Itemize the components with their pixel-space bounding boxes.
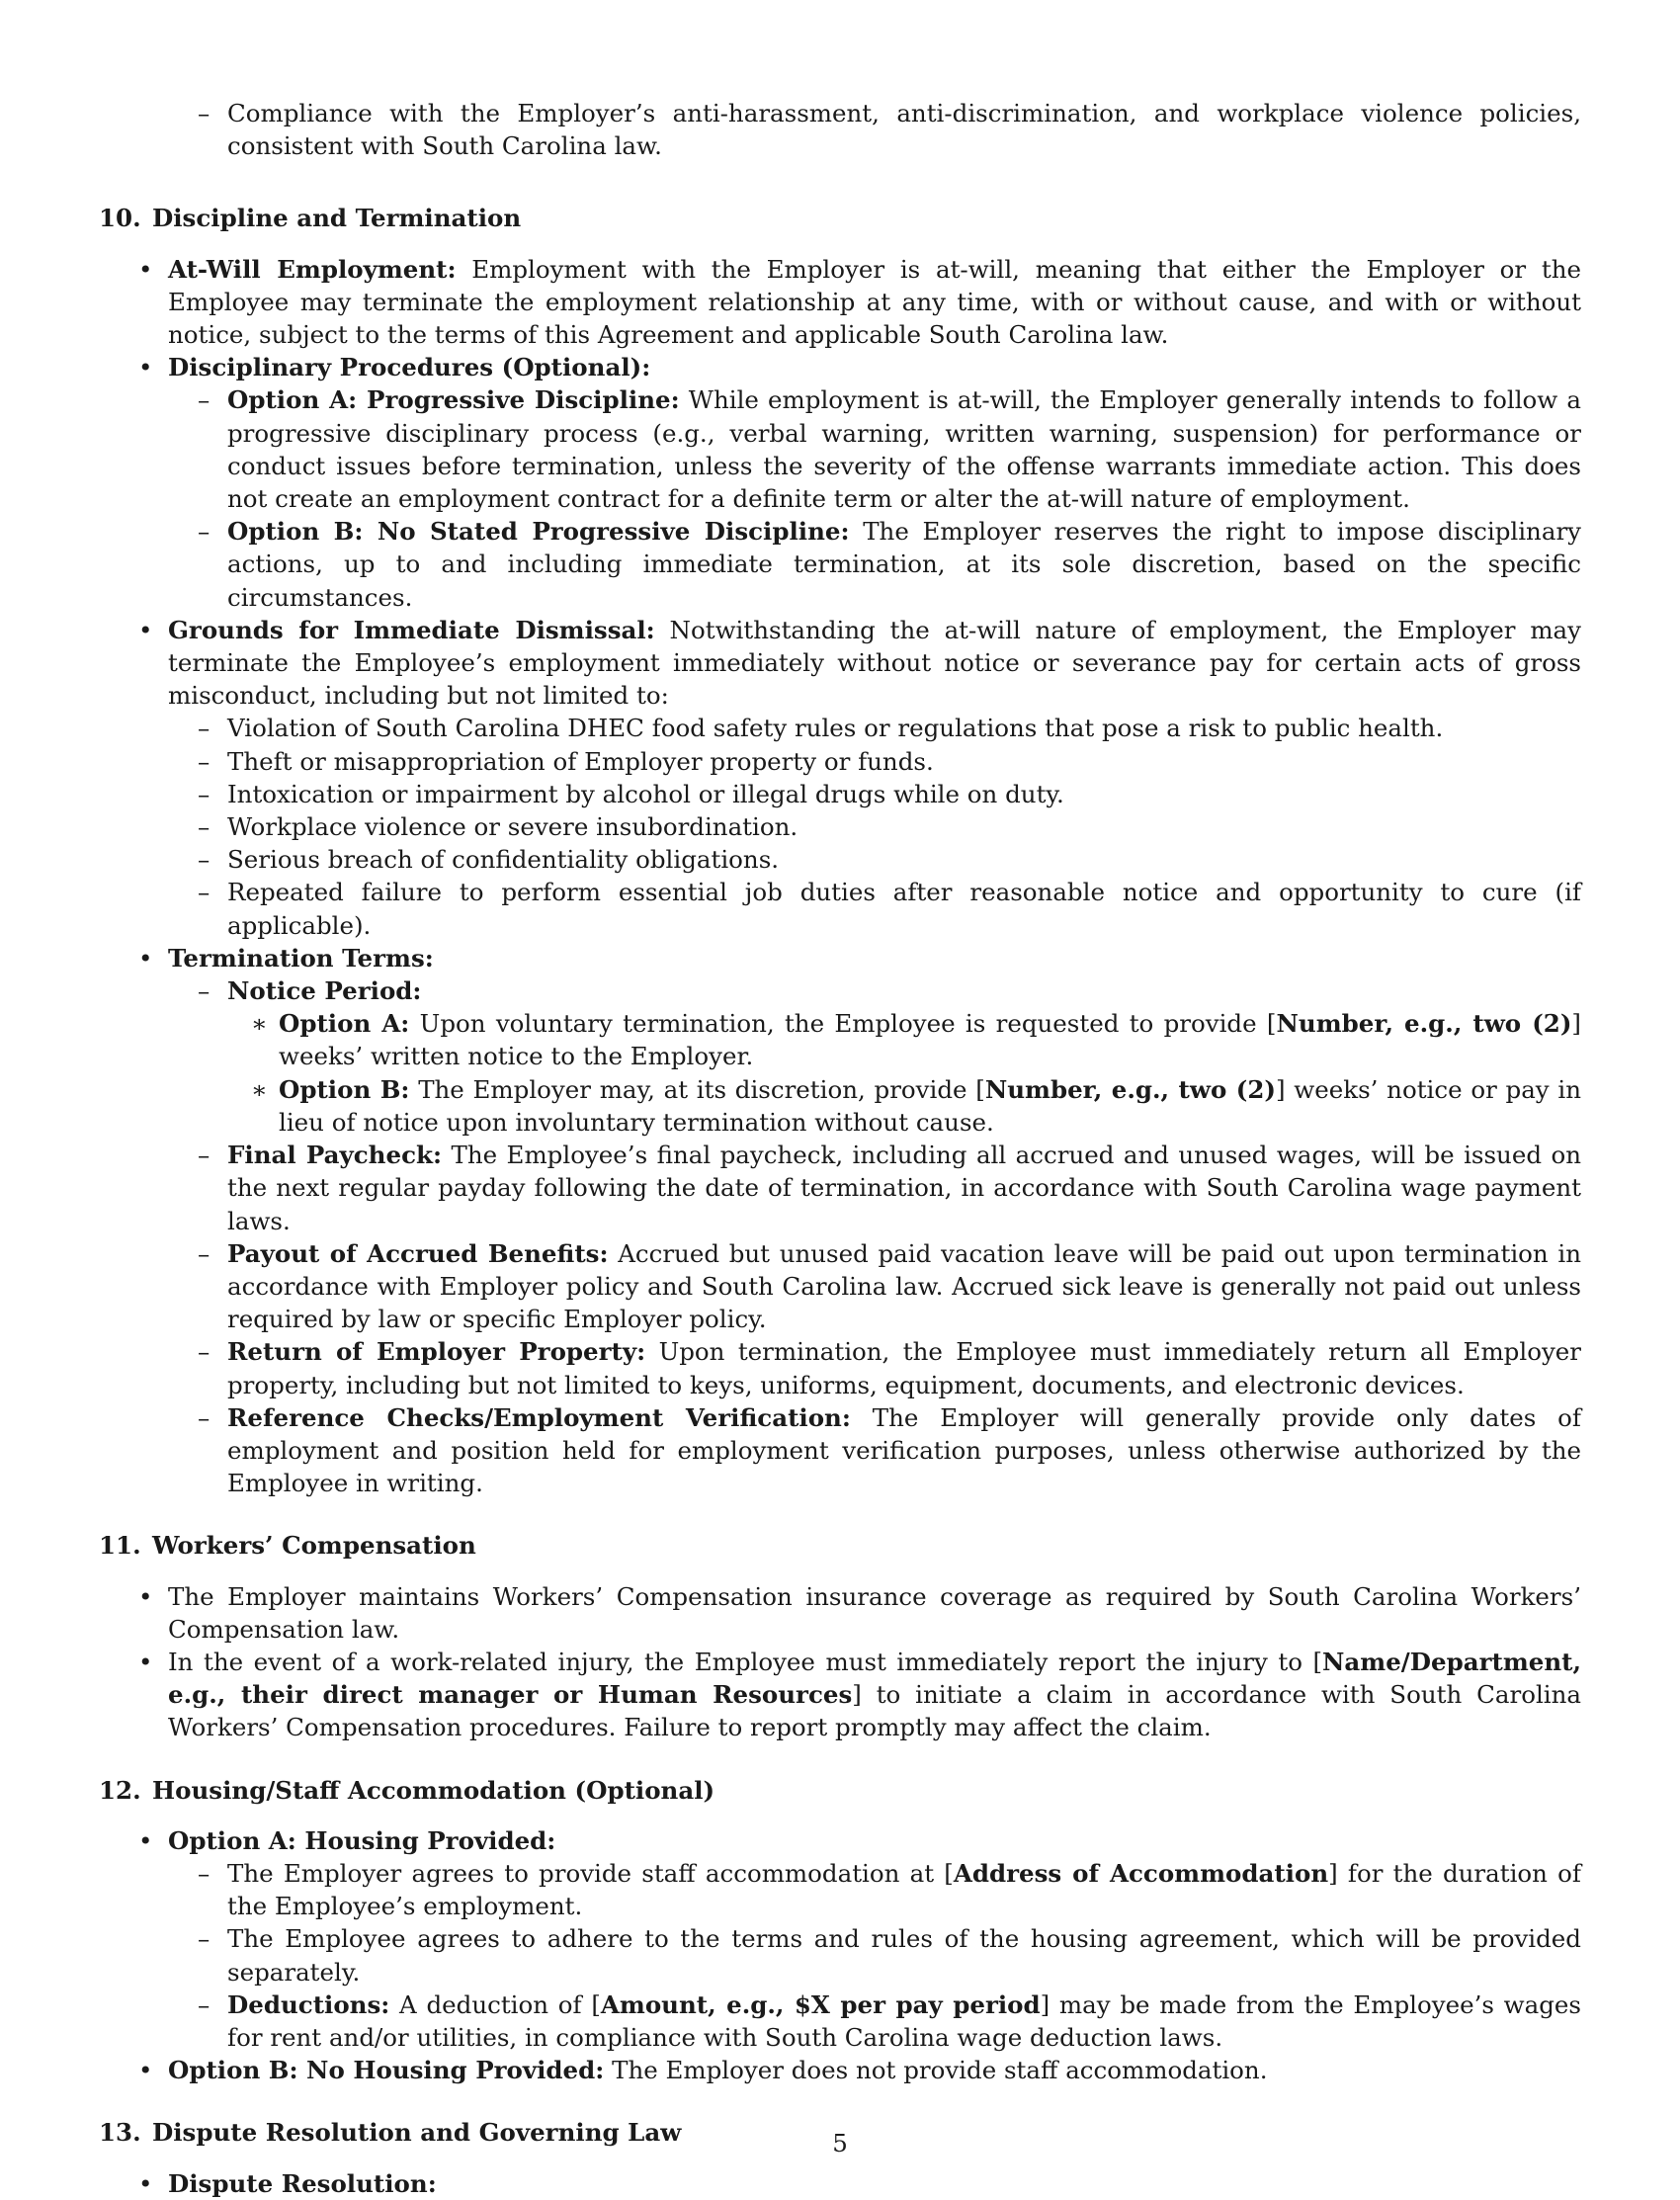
item-text: The Employee agrees to adhere to the terms and rules of the housing agreement, which will be provided separately. <box>227 1924 1581 1987</box>
item-text: The Employer reserves the right to impose disciplinary actions, up to and including immediate termination, at its sole discretion, based on the specific circumstances. <box>227 517 1581 612</box>
bullet-marker: • <box>138 2168 153 2198</box>
bullet-marker: • <box>138 943 153 973</box>
list-item <box>99 712 1581 744</box>
item-label: At-Will Employment: <box>168 254 457 284</box>
item-label: Notice Period: <box>227 976 422 1006</box>
list-item <box>99 515 1581 614</box>
list-item <box>99 614 1581 713</box>
dash-marker: – <box>198 1238 210 1268</box>
item-text: Employment with the Employer is at-will, meaning that either the Employer or the Employee may terminate the employment relationship at any time, with or without cause, and with or without notice, subject to the terms of this Agreement and applicable South Carolina law. <box>168 254 1581 350</box>
section-list <box>99 1824 1581 2087</box>
list-item <box>99 942 1581 974</box>
list-item <box>99 351 1581 383</box>
item-text: ] may be made from the Employee’s wages for rent and/or utilities, in compliance with South Carolina wage deduction laws. <box>227 1989 1581 2052</box>
item-label: Grounds for Immediate Dismissal: <box>168 615 655 644</box>
item-text: While employment is at-will, the Employer generally intends to follow a progressive disciplinary process (e.g., verbal warning, written warning, suspension) for performance or conduct issues before termination, unless the severity of the offense warrants immediate action. This does not create an employment contract for a definite term or alter the at-will nature of employment. <box>227 385 1581 514</box>
list-item <box>99 2054 1581 2086</box>
item-label: Option A: <box>279 1009 410 1039</box>
item-text: Upon voluntary termination, the Employee is requested to provide [ <box>409 1009 1277 1039</box>
item-text: The Employer does not provide staff accommodation. <box>604 2056 1268 2085</box>
dash-marker: – <box>198 976 210 1006</box>
dash-marker: – <box>198 1402 210 1432</box>
item-label: Dispute Resolution: <box>168 2168 437 2198</box>
placeholder-text: Number, e.g., two (2) <box>984 1074 1276 1104</box>
item-label: Termination Terms: <box>168 943 434 973</box>
section-title: Discipline and Termination <box>152 204 522 233</box>
list-item <box>99 1073 1581 1139</box>
page-number: 5 <box>832 2129 848 2158</box>
item-text: Accrued but unused paid vacation leave will be paid out upon termination in accordance with Employer policy and South Carolina law. Accrued sick leave is generally not paid out unless required by law or specific Employer policy. <box>227 1238 1582 1334</box>
section-list <box>99 2167 1581 2200</box>
dash-marker: – <box>198 385 210 415</box>
item-text: Theft or misappropriation of Employer property or funds. <box>227 746 934 776</box>
dash-marker: – <box>198 517 210 547</box>
item-text: The Employee’s final paycheck, including all accrued and unused wages, will be issued on the next regular payday following the date of termination, in accordance with South Carolina wage payment laws. <box>227 1141 1581 1235</box>
section-heading <box>99 202 1581 234</box>
list-item <box>99 1237 1581 1336</box>
list-item <box>99 2167 1581 2200</box>
list-item <box>99 778 1581 810</box>
item-text: Compliance with the Employer’s anti-harassment, anti-discrimination, and workplace violence policies, consistent with South Carolina law. <box>227 99 1581 161</box>
list-item <box>99 1824 1581 1857</box>
section-title: Workers’ Compensation <box>152 1531 476 1561</box>
placeholder-text: Name/Department, e.g., their direct manager or Human Resources <box>168 1647 1581 1710</box>
bullet-marker: • <box>138 1581 153 1611</box>
section-list <box>99 1580 1581 1744</box>
dash-marker: – <box>198 1858 210 1888</box>
section-number: 11. <box>99 1531 141 1561</box>
item-label: Option A: Progressive Discipline: <box>227 385 680 415</box>
list-item <box>99 1922 1581 1988</box>
dash-marker: – <box>198 714 210 743</box>
star-marker: ∗ <box>251 1009 268 1039</box>
item-text: The Employer may, at its discretion, provide [ <box>409 1074 985 1104</box>
dash-marker: – <box>198 845 210 875</box>
list-item <box>99 97 1581 162</box>
item-label: Option B: No Housing Provided: <box>168 2056 605 2085</box>
list-item <box>99 253 1581 352</box>
item-text: A deduction of [ <box>389 1989 601 2019</box>
item-text: Repeated failure to perform essential job duties after reasonable notice and opportunity to cure (if applicable). <box>227 878 1581 940</box>
dash-marker: – <box>198 878 210 907</box>
bullet-marker: • <box>138 1647 153 1676</box>
placeholder-text: Address of Accommodation <box>953 1858 1329 1888</box>
list-item <box>99 1580 1581 1646</box>
list-item <box>99 810 1581 843</box>
item-label: Option B: <box>279 1074 410 1104</box>
bullet-marker: • <box>138 254 153 284</box>
item-text: In the event of a work-related injury, the Employee must immediately report the injury to [ <box>168 1647 1323 1676</box>
item-label: Disciplinary Procedures (Optional): <box>168 353 651 382</box>
item-label: Option A: Housing Provided: <box>168 1825 556 1855</box>
item-label: Option B: No Stated Progressive Discipline: <box>227 517 850 547</box>
placeholder-text: Amount, e.g., $X per pay period <box>600 1989 1041 2019</box>
section-heading <box>99 1529 1581 1562</box>
item-label: Payout of Accrued Benefits: <box>227 1238 609 1268</box>
dash-marker: – <box>198 779 210 808</box>
item-text: ] weeks’ notice or pay in lieu of notice upon involuntary termination without cause. <box>279 1074 1581 1137</box>
dash-marker: – <box>198 1989 210 2019</box>
bullet-marker: • <box>138 1825 153 1855</box>
list-item <box>99 1139 1581 1237</box>
item-label: Deductions: <box>227 1989 390 2019</box>
section-heading <box>99 1774 1581 1807</box>
section-title: Dispute Resolution and Governing Law <box>152 2118 682 2148</box>
dash-marker: – <box>198 746 210 776</box>
item-text: Violation of South Carolina DHEC food safety rules or regulations that pose a risk to public health. <box>227 714 1444 743</box>
item-text: The Employer maintains Workers’ Compensation insurance coverage as required by South Carolina Workers’ Compensation law. <box>168 1581 1581 1644</box>
item-label: Return of Employer Property: <box>227 1337 646 1367</box>
list-item <box>99 974 1581 1007</box>
star-marker: ∗ <box>251 1074 268 1104</box>
section-12 <box>99 1774 1581 2087</box>
dash-marker: – <box>198 812 210 842</box>
list-item <box>99 843 1581 876</box>
dash-marker: – <box>198 1337 210 1367</box>
item-text: The Employer agrees to provide staff accommodation at [ <box>227 1858 954 1888</box>
bullet-marker: • <box>138 615 153 644</box>
item-label: Reference Checks/Employment Verification: <box>227 1402 851 1432</box>
section-list <box>99 253 1581 1500</box>
list-item <box>99 1988 1581 2054</box>
item-text: Workplace violence or severe insubordination. <box>227 812 798 842</box>
item-text: Notwithstanding the at-will nature of employment, the Employer may terminate the Employee’s employment immediately without notice or severance pay for certain acts of gross misconduct, including but not limited to: <box>168 615 1581 711</box>
list-item <box>99 1007 1581 1072</box>
section-11 <box>99 1529 1581 1743</box>
list-item <box>99 383 1581 515</box>
dash-marker: – <box>198 1924 210 1954</box>
dash-marker: – <box>198 1141 210 1170</box>
section-number: 12. <box>99 1775 141 1805</box>
item-text: ] to initiate a claim in accordance with South Carolina Workers’ Compensation procedures. Failure to report promptly may affect the claim. <box>168 1680 1581 1742</box>
list-item <box>99 1335 1581 1400</box>
list-item <box>99 1857 1581 1922</box>
section-number: 10. <box>99 204 141 233</box>
bullet-marker: • <box>138 353 153 382</box>
list-item <box>99 876 1581 941</box>
list-item <box>99 1646 1581 1744</box>
item-text: Intoxication or impairment by alcohol or illegal drugs while on duty. <box>227 779 1064 808</box>
section-number: 13. <box>99 2118 141 2148</box>
item-text: Serious breach of confidentiality obligations. <box>227 845 780 875</box>
list-item <box>99 745 1581 778</box>
item-text: The Employer will generally provide only dates of employment and position held for employment verification purposes, unless otherwise authorized by the Employee in writing. <box>227 1402 1581 1498</box>
bullet-marker: • <box>138 2056 153 2085</box>
dash-marker: – <box>198 99 210 127</box>
item-text: ] weeks’ written notice to the Employer. <box>279 1009 1581 1071</box>
item-label: Final Paycheck: <box>227 1141 443 1170</box>
item-text: ] for the duration of the Employee’s employment. <box>227 1858 1581 1921</box>
section-10 <box>99 202 1581 1499</box>
placeholder-text: Number, e.g., two (2) <box>1276 1009 1572 1039</box>
item-text: Upon termination, the Employee must immediately return all Employer property, including but not limited to keys, uniforms, equipment, documents, and electronic devices. <box>227 1337 1581 1399</box>
list-item <box>99 1401 1581 1500</box>
section-title: Housing/Staff Accommodation (Optional) <box>152 1775 715 1805</box>
